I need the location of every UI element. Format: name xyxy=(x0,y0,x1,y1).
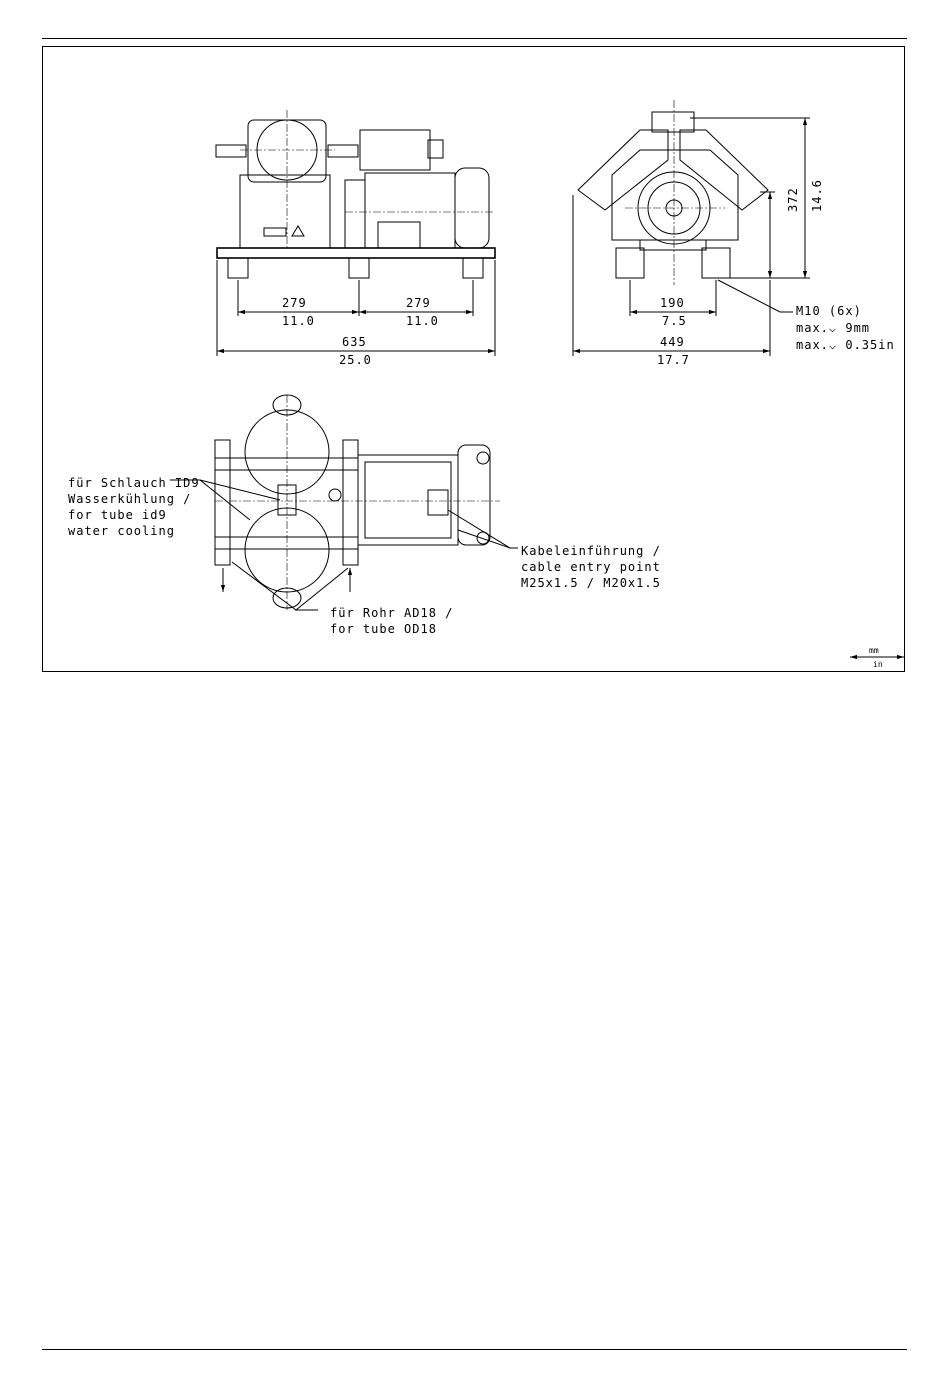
mount-note-line3: max.⌵ 0.35in xyxy=(796,338,895,352)
dim-overall-in: 25.0 xyxy=(339,353,372,367)
front-view xyxy=(216,110,495,367)
dim-foot-in: 7.5 xyxy=(662,314,687,328)
units-legend-top: mm xyxy=(869,646,879,655)
side-view xyxy=(573,100,895,367)
dim-width-in: 17.7 xyxy=(657,353,690,367)
tube-note-line2: for tube OD18 xyxy=(330,622,437,636)
units-legend-bottom: in xyxy=(873,660,883,669)
tube-note-line1: für Rohr AD18 / xyxy=(330,606,454,620)
cable-note-line1: Kabeleinführung / xyxy=(521,544,661,558)
water-note-line3: for tube id9 xyxy=(68,508,167,522)
dim-overall-mm: 635 xyxy=(342,335,367,349)
water-note-line1: für Schlauch ID9 xyxy=(68,476,200,490)
water-note-line2: Wasserkühlung / xyxy=(68,492,192,506)
dim-height-mm: 372 xyxy=(786,187,800,212)
units-legend xyxy=(850,646,904,669)
cable-note-line3: M25x1.5 / M20x1.5 xyxy=(521,576,661,590)
dim-right-mm: 279 xyxy=(406,296,431,310)
dim-width-mm: 449 xyxy=(660,335,685,349)
dim-height-in: 14.6 xyxy=(810,179,824,212)
dim-foot-mm: 190 xyxy=(660,296,685,310)
cable-note-line2: cable entry point xyxy=(521,560,661,574)
dim-left-mm: 279 xyxy=(282,296,307,310)
mount-note-line1: M10 (6x) xyxy=(796,304,862,318)
top-view xyxy=(68,395,661,636)
water-note-line4: water cooling xyxy=(68,524,175,538)
dim-right-in: 11.0 xyxy=(406,314,439,328)
mount-note-line2: max.⌵ 9mm xyxy=(796,321,871,335)
dim-left-in: 11.0 xyxy=(282,314,315,328)
